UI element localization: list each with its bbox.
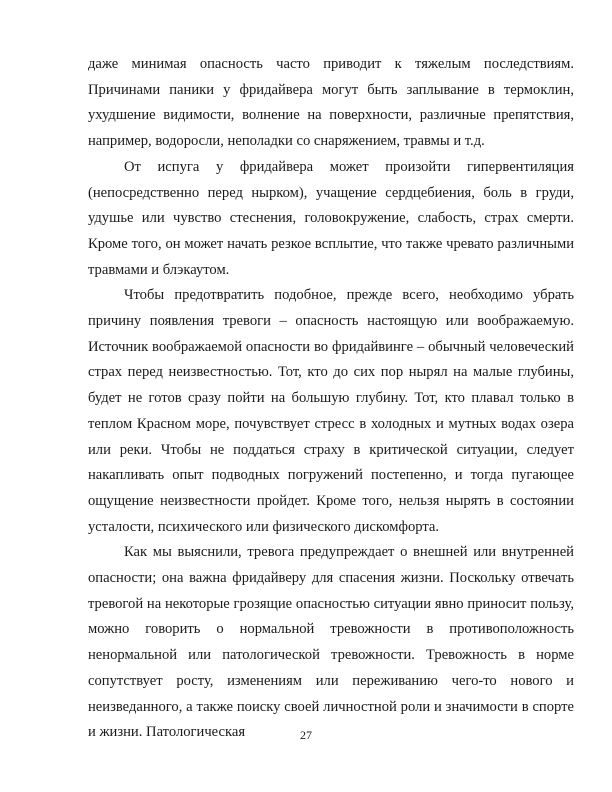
paragraph: Как мы выяснили, тревога предупреждает о внешней или внутренней опасности; она важна фридайверу для спасения жизни. Поскольку отвечать тревогой на некоторые грозящие опасностью ситуации явно приносит пользу, можно говорить о нормальной тревожности в противоположность ненормальной или патологической тревожности. Тревожность в норме сопутствует росту, изменениям или переживанию чего-то нового и неизведанного, а также поиску своей личностной роли и значимости в спорте и жизни. Патологическая: [88, 544, 574, 741]
body-text: [88, 52, 574, 746]
paragraph-continued: даже минимая опасность часто приводит к тяжелым последствиям. Причинами паники у фридайвера могут быть заплывание в термоклин, ухудшение видимости, волнение на поверхности, различные препятствия, например, водоросли, неполадки со снаряжением, травмы и т.д.: [88, 56, 574, 150]
page-number: 27: [300, 728, 312, 742]
paragraph: От испуга у фридайвера может произойти гипервентиляция (непосредственно перед нырком), учащение сердцебиения, боль в груди, удушье или чувство стеснения, головокружение, слабость, страх смерти. Кроме того, он может начать резкое всплытие, что также чревато различными травмами и блэкаутом.: [88, 158, 574, 278]
paragraph: Чтобы предотвратить подобное, прежде всего, необходимо убрать причину появления тревоги – опасность настоящую или воображаемую. Источник воображаемой опасности во фридайвинге – обычный человеческий страх перед неизвестностью. Тот, кто до сих пор нырял на малые глубины, будет не готов сразу пойти на большую глубину. Тот, кто плавал только в теплом Красном море, почувствует стресс в холодных и мутных водах озера или реки. Чтобы не поддаться страху в критической ситуации, следует накапливать опыт подводных погружений постепенно, и тогда пугающее ощущение неизвестности пройдет. Кроме того, нельзя нырять в состоянии усталости, психического или физического дискомфорта.: [88, 287, 574, 535]
